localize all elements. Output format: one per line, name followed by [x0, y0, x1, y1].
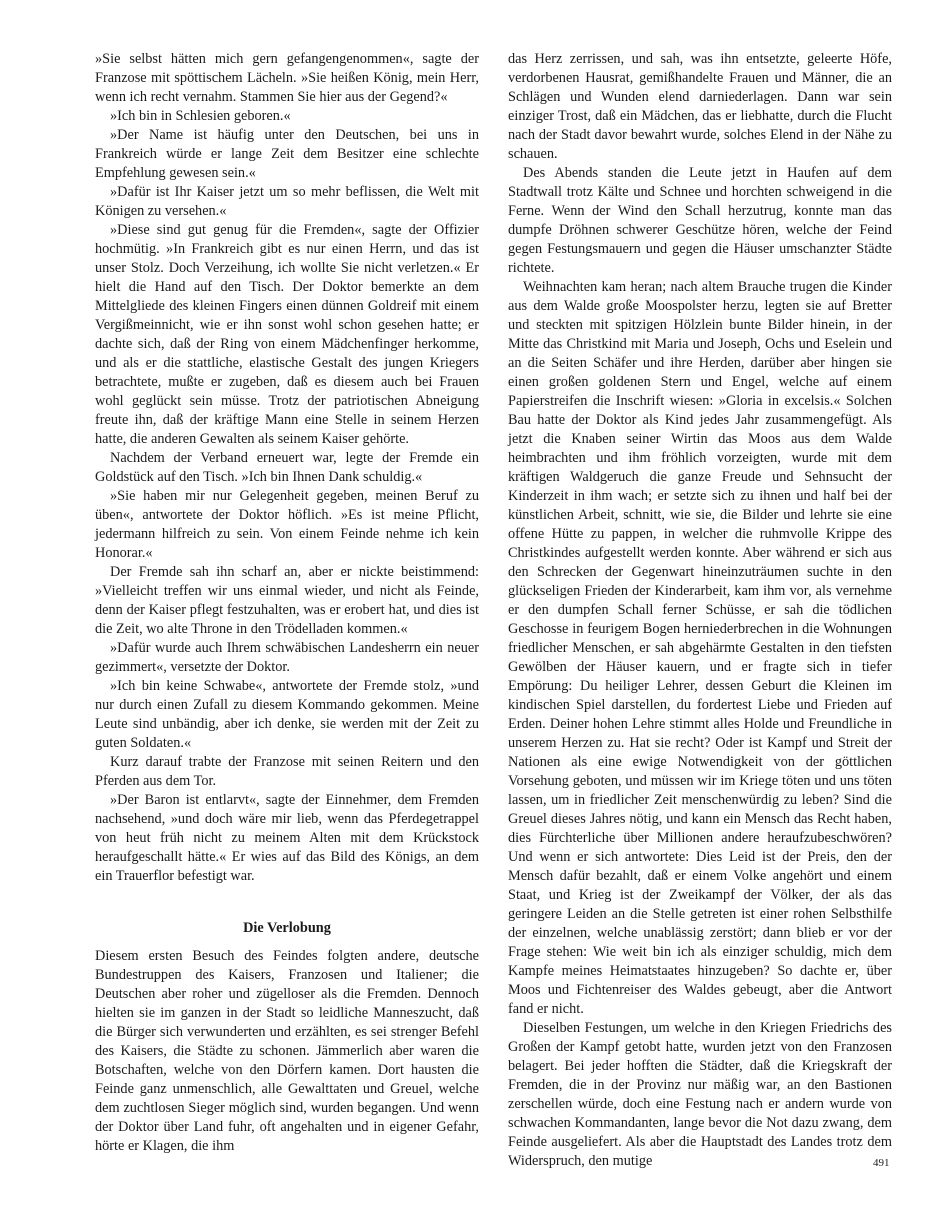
page-number: 491: [873, 1157, 890, 1169]
paragraph: »Dafür wurde auch Ihrem schwäbischen Landesherrn ein neuer gezimmert«, versetzte der Doktor.: [95, 640, 479, 675]
paragraph: »Der Name ist häufig unter den Deutschen, bei uns in Frankreich würde er lange Zeit dem Besitzer eine schlechte Empfehlung gewesen sein.«: [95, 127, 479, 181]
right-column: [508, 50, 892, 1171]
paragraph: das Herz zerrissen, und sah, was ihn entsetzte, geleerte Höfe, verdorbenen Hausrat, gemißhandelte Frauen und Männer, die an Schlägen und Wunden elend darniederlagen. Dann war sein einziger Trost, daß ein Mädchen, das er liebhatte, durch die Flucht nach der Stadt davor bewahrt wurde, solches Elend in der Nähe zu schauen.: [508, 51, 892, 162]
paragraph: »Der Baron ist entlarvt«, sagte der Einnehmer, dem Fremden nachsehend, »und doch wäre mir lieb, wenn das Pferdegetrappel von heut früh nicht zu meinem Alten mit dem Krückstock heraufgeschallt hätte.« Er wies auf das Bild des Königs, an dem ein Trauerflor befestigt war.: [95, 792, 479, 884]
paragraph: »Sie haben mir nur Gelegenheit gegeben, meinen Beruf zu üben«, antwortete der Doktor höflich. »Es ist meine Pflicht, jedermann hilfreich zu sein. Von einem Feinde nehme ich kein Honorar.«: [95, 488, 479, 561]
paragraph: Der Fremde sah ihn scharf an, aber er nickte beistimmend: »Vielleicht treffen wir uns einmal wieder, und nicht als Feinde, denn der Kaiser pflegt festzuhalten, was er erobert hat, und dies ist die Zeit, wo alte Throne in den Trödelladen kommen.«: [95, 564, 479, 637]
paragraph: Kurz darauf trabte der Franzose mit seinen Reitern und den Pferden aus dem Tor.: [95, 754, 479, 789]
paragraph: Dieselben Festungen, um welche in den Kriegen Friedrichs des Großen der Kampf getobt hatte, wurden jetzt von den Franzosen belagert. Bei jeder hofften die Städter, daß die Kriegskraft der Fremden, die in der Provinz nur mäßig war, an den Bastionen zerschellen würde, doch eine Festung nach er andern wurde von schwachen Kommandanten, lange bevor die Not dazu zwang, dem Feinde ausgeliefert. Als aber die Hauptstadt des Landes trotz dem Widerspruch, den mutige: [508, 1020, 892, 1169]
paragraph: Des Abends standen die Leute jetzt in Haufen auf dem Stadtwall trotz Kälte und Schnee und horchten schweigend in die Ferne. Wenn der Wind den Schall herzutrug, konnte man das dumpfe Dröhnen schwerer Geschütze hören, welche der Feind gegen Festungsmauern und gegen die Häuser umschanzter Städte richtete.: [508, 165, 892, 276]
left-column: [95, 50, 479, 1156]
paragraph: »Ich bin in Schlesien geboren.«: [110, 108, 291, 124]
paragraph: »Dafür ist Ihr Kaiser jetzt um so mehr beflissen, die Welt mit Königen zu versehen.«: [95, 184, 479, 219]
paragraph: Diesem ersten Besuch des Feindes folgten andere, deutsche Bundestruppen des Kaisers, Franzosen und Italiener; die Deutschen aber roher und zügelloser als die Fremden. Dennoch hielten sie im ganzen in der Stadt so leidliche Manneszucht, daß die Bürger sich verwunderten und erzählten, es sei strenger Befehl des Kaisers, die Städte zu schonen. Jämmerlich aber waren die Botschaften, welche von den Dörfern kamen. Dort hausten die Feinde ganz unmenschlich, alle Gewalttaten und Greuel, welche dem zuchtlosen Sieger möglich sind, wurden begangen. Und wenn der Doktor über Land fuhr, oft angehalten und in eigener Gefahr, hörte er Klagen, die ihm: [95, 948, 479, 1154]
paragraph: »Sie selbst hätten mich gern gefangengenommen«, sagte der Franzose mit spöttischem Lächeln. »Sie heißen König, mein Herr, wenn ich recht vernahm. Stammen Sie hier aus der Gegend?«: [95, 51, 479, 105]
paragraph: Weihnachten kam heran; nach altem Brauche trugen die Kinder aus dem Walde große Moospolster herzu, legten sie auf Bretter und steckten mit spitzigen Hölzlein bunte Bilder hinein, in der Mitte das Christkind mit Maria und Joseph, Ochs und Eselein und an die Seiten Schäfer und ihre Herden, darüber aber hingen sie einen großen goldenen Stern und Engel, welche auf einem Papierstreifen die Inschrift wiesen: »Gloria in excelsis.« Solchen Bau hatte der Doktor als Kind jedes Jahr zusammengefügt. Als jetzt die Knaben seiner Wirtin das Moos aus dem Walde heimbrachten und ihm fröhlich vorzeigten, wurde mit dem kräftigen Waldgeruch die ganze Freude und Sehnsucht der Kinderzeit in ihm wach; er setzte sich zu ihnen und half bei der künstlichen Arbeit, schnitt, wie sie, die Bilder und lehrte sie eine offene Hütte zu pappen, in welcher die ruhmvolle Krippe des Christkindes aufgestellt werden konnte. Aber während er sich aus den Schrecken der Gegenwart hineinzuträumen suchte in den glückseligen Frieden der Kinderarbeit, kam ihm vor, als vernehme er den dumpfen Schall ferner Schüsse, er sah die tödlichen Geschosse in feurigem Bogen herniederbrechen in die Wohnungen friedlicher Menschen, er sah abgehärmte Gestalten in den tiefsten Gewölben der Häuser kauern, und er fragte sich in tiefer Empörung: Du heiliger Lehrer, dessen Geburt die Kleinen im kindischen Spiel darstellen, du fordertest Liebe und Frieden auf Erden. Deiner hohen Lehre stimmt alles Holde und Freundliche in unserem Herzen zu. Hat sie recht? Oder ist Kampf und Streit der Nationen als eine ewige Notwendigkeit von der göttlichen Vorsehung geboten, und müssen wir im Kriege töten und uns töten lassen, um in friedlicher Zeit menschenwürdig zu leben? Sind die Greuel dieses Jahres nötig, und kann ein Mensch das Recht haben, dies Fürchterliche über Millionen andere heraufzubeschwören? Und wenn er sich antwortete: Dies Leid ist der Preis, den der Mensch dafür bezahlt, daß er einem Volke angehört und einem Staat, und Krieg ist der Zweikampf der Völker, der als das geringere Leiden an die Stelle getreten ist einer rohen Selbsthilfe der einzelnen, welche unablässig zerstört; dann blieb er vor der Frage stehen: Wie weit bin ich als einziger schuldig, mich dem Kampfe meines Heimatstaates hinzugeben? So dachte er, über Moos und Fichtenreiser des Waldes gebeugt, aber die Antwort fand er nicht.: [508, 279, 892, 1017]
section-heading: Die Verlobung: [243, 920, 331, 936]
paragraph: »Ich bin keine Schwabe«, antwortete der Fremde stolz, »und nur durch einen Zufall zu diesem Kommando gekommen. Meine Leute sind unbändig, aber ich denke, sie werden mit der Zeit zu guten Soldaten.«: [95, 678, 479, 751]
paragraph: »Diese sind gut genug für die Fremden«, sagte der Offizier hochmütig. »In Frankreich gibt es nur einen Herrn, und das ist unser Stolz. Doch Verzeihung, ich wollte Sie nicht verletzen.« Er hielt die Hand auf den Tisch. Der Doktor bemerkte an dem Mittelgliede des kleinen Fingers einen dünnen Goldreif mit einem Vergißmeinnicht, wie er ihn sonst wohl schon gesehen hatte; er dachte sich, daß der Ring von einem Mädchenfinger herkomme, und als er die stattliche, elastische Gestalt des jungen Kriegers betrachtete, mußte er zugeben, daß es diesem auch bei Frauen wohl geglückt sein müsse. Trotz der patriotischen Abneigung freute ihn, daß der kräftige Mann eine Stelle in seinem Herzen hatte, die anderen Gewalten als seinem Kaiser gehörte.: [95, 222, 479, 447]
paragraph: Nachdem der Verband erneuert war, legte der Fremde ein Goldstück auf den Tisch. »Ich bin Ihnen Dank schuldig.«: [95, 450, 479, 485]
